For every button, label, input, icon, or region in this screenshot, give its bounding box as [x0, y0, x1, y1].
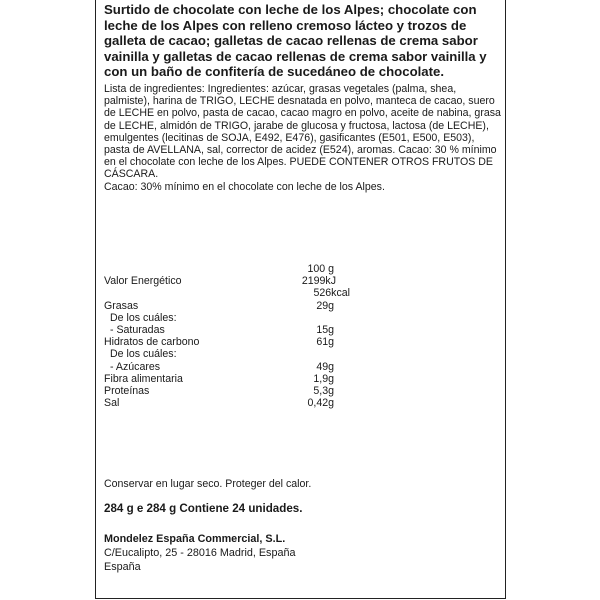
nutrition-row-carbs-subheader [104, 348, 364, 360]
nutrition-value: 15g [316, 323, 334, 336]
nutrition-value: 2199kJ [301, 275, 336, 288]
company-address: C/Eucalipto, 25 - 28016 Madrid, España [104, 547, 296, 559]
cocoa-note: Cacao: 30% mínimo en el chocolate con leche de los Alpes. [104, 181, 385, 193]
company-country: España [104, 561, 141, 573]
nutrition-label: De los cuáles: [110, 348, 177, 361]
nutrition-label: - Saturadas [110, 323, 165, 336]
nutrition-row-fat [104, 300, 364, 312]
nutrition-value: 29g [316, 299, 334, 312]
nutrition-row-sugars [104, 361, 364, 373]
nutrition-row-fat-subheader [104, 312, 364, 324]
net-weight: 284 g e 284 g Contiene 24 unidades. [104, 502, 303, 515]
nutrition-header: 100 g [307, 263, 334, 275]
nutrition-value: 1,9g [313, 372, 334, 385]
nutrition-value: 49g [316, 360, 334, 373]
nutrition-label: Grasas [104, 299, 139, 312]
nutrition-table [104, 263, 364, 409]
nutrition-value: 526kcal [313, 287, 350, 300]
nutrition-row-energy-kcal [104, 287, 364, 299]
nutrition-value: 5,3g [313, 384, 334, 397]
nutrition-label: Hidratos de carbono [104, 336, 200, 349]
nutrition-row-energy-kj [104, 275, 364, 287]
nutrition-label: De los cuáles: [110, 311, 177, 324]
nutrition-row-fiber [104, 373, 364, 385]
company-info [104, 532, 295, 574]
ingredients-list: Lista de ingredientes: Ingredientes: azúcar, grasas vegetales (palma, shea, palmiste), harina de TRIGO, LECHE desnatada en polvo, manteca de cacao, suero de LECHE en polvo, pasta de cacao, cacao magro en polvo, aceite de nabina, grasa de LECHE, almidón de TRIGO, jarabe de glucosa y fructosa, lactosa (de LECHE), emulgentes (lecitinas de SOJA, E492, E476), gasificantes (E501, E500, E503), pasta de AVELLANA, sal, corrector de acidez (E524), aromas. Cacao: 30 % mínimo en el chocolate con leche de los Alpes. PUEDE CONTENER OTROS FRUTOS DE CÁSCARA. [104, 83, 501, 181]
nutrition-row-carbs [104, 336, 364, 348]
nutrition-label: - Azúcares [110, 360, 161, 373]
nutrition-header-row [104, 263, 364, 275]
product-title: Surtido de chocolate con leche de los Alpes; chocolate con leche de los Alpes con relleno cremoso lácteo y trozos de galleta de cacao; galletas de cacao rellenas de crema sabor vainilla y galletas de cacao rellenas de crema sabor vainilla y con un baño de confitería de sucedáneo de chocolate. [104, 2, 487, 80]
nutrition-row-protein [104, 385, 364, 397]
nutrition-row-salt [104, 397, 364, 409]
company-name: Mondelez España Commercial, S.L. [104, 533, 286, 545]
nutrition-label: Valor Energético [104, 275, 182, 288]
nutrition-label: Proteínas [104, 384, 150, 397]
nutrition-row-saturated [104, 324, 364, 336]
storage-instructions: Conservar en lugar seco. Proteger del calor. [104, 478, 312, 490]
nutrition-value: 0,42g [307, 397, 334, 410]
nutrition-value: 61g [316, 336, 334, 349]
nutrition-label: Fibra alimentaria [104, 372, 183, 385]
nutrition-label: Sal [104, 397, 120, 410]
